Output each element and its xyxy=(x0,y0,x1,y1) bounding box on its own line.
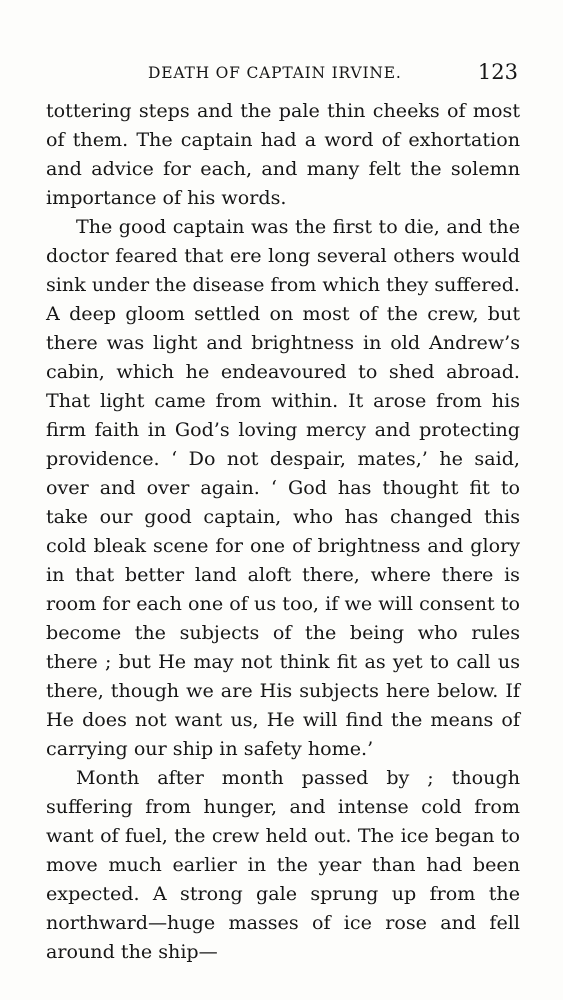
body-text xyxy=(46,96,520,966)
running-title: DEATH OF CAPTAIN IRVINE. xyxy=(148,64,402,82)
paragraph: Month after month passed by ; though suffering from hunger, and intense cold from want of fuel, the crew held out. The ice began to move much earlier in the year than had been expected. A strong gale sprung up from the northward—huge masses of ice rose and fell around the ship— xyxy=(46,766,520,963)
running-head xyxy=(46,58,520,94)
book-page xyxy=(46,58,520,966)
paragraph-continued: tottering steps and the pale thin cheeks of most of them. The captain had a word of exhortation and advice for each, and many felt the solemn importance of his words. xyxy=(46,99,520,209)
page-number: 123 xyxy=(477,60,518,84)
paragraph: The good captain was the first to die, and the doctor feared that ere long several others would sink under the disease from which they suffered. A deep gloom settled on most of the crew, but there was light and brightness in old Andrew’s cabin, which he endeavoured to shed abroad. That light came from within. It arose from his firm faith in God’s loving mercy and protecting providence. ‘ Do not despair, mates,’ he said, over and over again. ‘ God has thought fit to take our good captain, who has changed this cold bleak scene for one of brightness and glory in that better land aloft there, where there is room for each one of us too, if we will consent to become the subjects of the being who rules there ; but He may not think fit as yet to call us there, though we are His subjects here below. If He does not want us, He will find the means of carrying our ship in safety home.’ xyxy=(46,215,520,760)
